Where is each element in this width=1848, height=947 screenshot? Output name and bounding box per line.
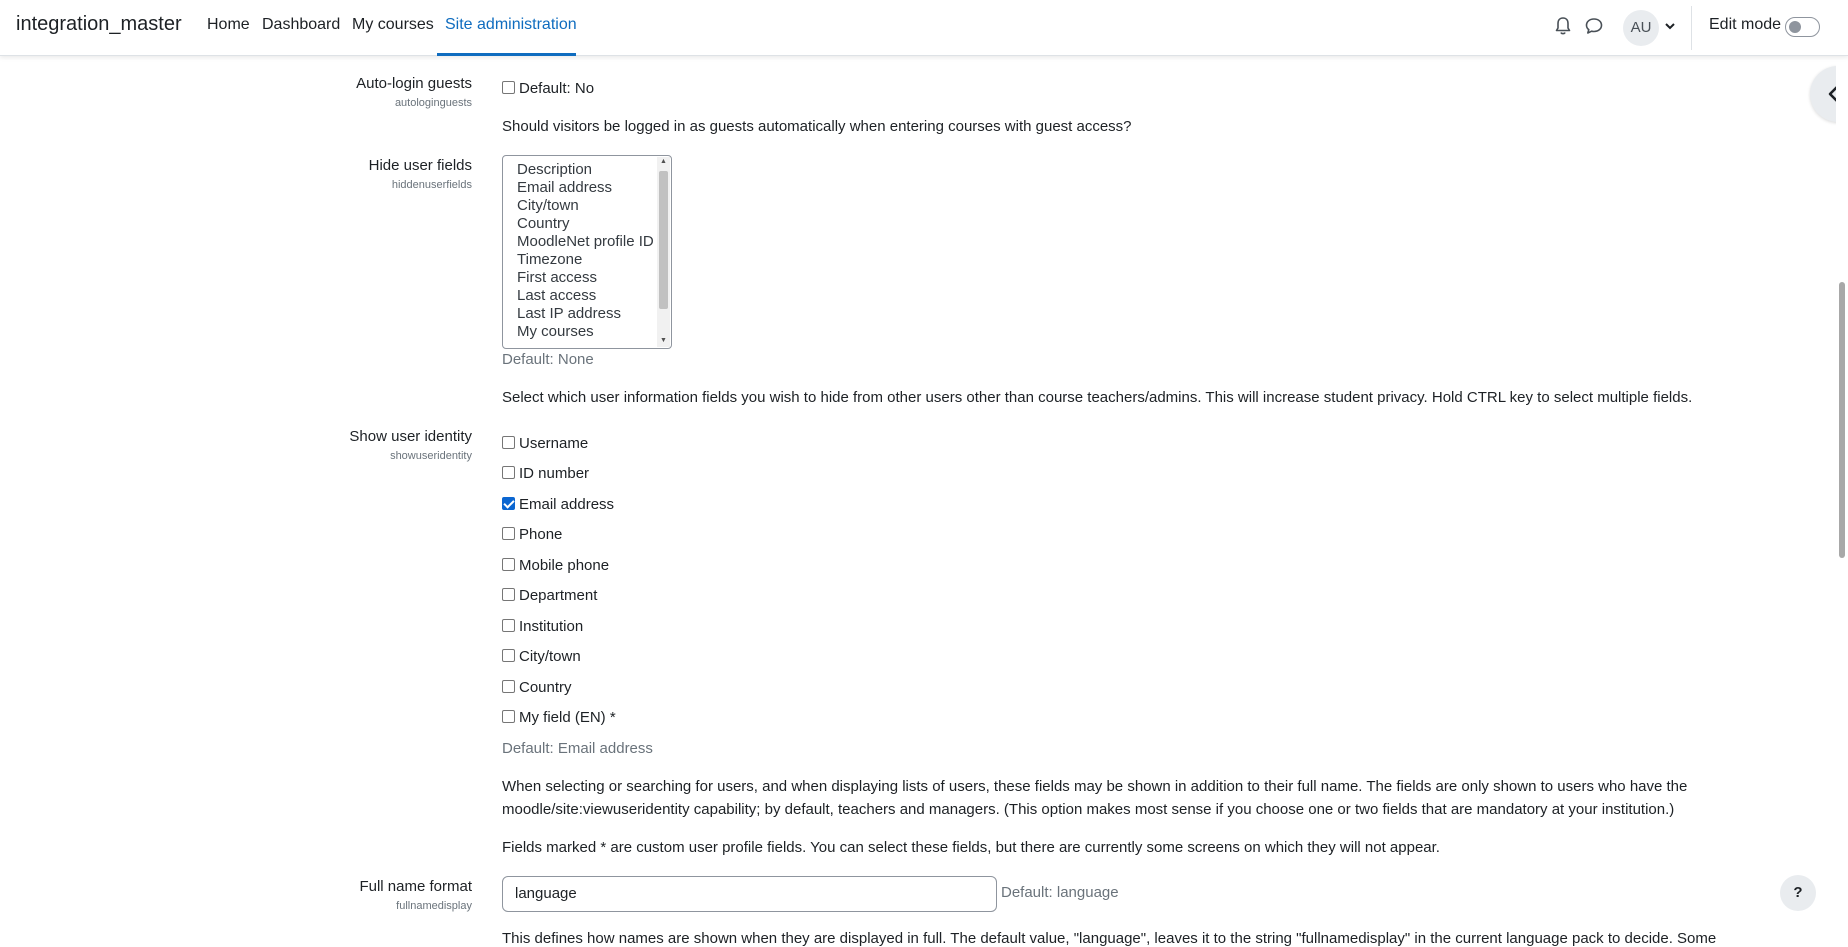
identity-checkbox-phone[interactable] xyxy=(502,527,515,540)
identity-option-label: City/town xyxy=(519,648,581,665)
listbox-option[interactable]: Description xyxy=(517,161,593,178)
page-scrollbar[interactable] xyxy=(1836,56,1848,942)
setting-title-hidden-fields: Hide user fields xyxy=(368,157,472,174)
listbox-option[interactable]: First access xyxy=(517,269,598,286)
listbox-scroll-thumb[interactable] xyxy=(659,171,668,309)
identity-option-label: Mobile phone xyxy=(519,557,610,574)
listbox-option[interactable]: Last IP address xyxy=(517,305,621,322)
fullname-default: Default: language xyxy=(1001,884,1119,901)
edit-mode-toggle[interactable] xyxy=(1785,17,1820,37)
setting-title-fullname: Full name format xyxy=(359,878,472,895)
identity-checkbox-mobile-phone[interactable] xyxy=(502,558,515,571)
identity-checkbox-institution[interactable] xyxy=(502,619,515,632)
toggle-knob xyxy=(1789,21,1801,33)
identity-option-label: ID number xyxy=(519,465,590,482)
identity-option-label: Country xyxy=(519,679,572,696)
listbox-option[interactable]: Email address xyxy=(517,179,613,196)
identity-default: Default: Email address xyxy=(502,740,653,757)
page-scroll-thumb[interactable] xyxy=(1839,282,1845,558)
setting-key-fullname: fullnamedisplay xyxy=(396,900,472,912)
setting-key-hidden-fields: hiddenuserfields xyxy=(391,179,472,191)
chat-icon[interactable] xyxy=(1584,16,1604,36)
identity-option-label: Phone xyxy=(519,526,563,543)
identity-option-label: Institution xyxy=(519,618,584,635)
chevron-down-icon[interactable] xyxy=(1664,20,1676,32)
fullname-format-input[interactable]: language xyxy=(502,876,997,912)
listbox-option[interactable]: Country xyxy=(517,215,570,232)
bell-icon[interactable] xyxy=(1553,16,1573,36)
identity-checkbox-city-town[interactable] xyxy=(502,649,515,662)
setting-key-identity: showuseridentity xyxy=(390,450,472,462)
identity-custom-fields-note: Fields marked * are custom user profile fields. You can select these fields, but there are currently some screens on which they will not appear. xyxy=(502,839,1440,856)
identity-option-label: Department xyxy=(519,587,598,604)
edit-mode-label: Edit mode xyxy=(1709,16,1782,33)
identity-option-label: Email address xyxy=(519,496,615,513)
scroll-down-arrow-icon[interactable]: ▼ xyxy=(660,337,667,344)
autologin-checkbox[interactable] xyxy=(502,81,515,94)
scroll-up-arrow-icon[interactable]: ▲ xyxy=(660,158,667,165)
nav-divider xyxy=(1691,6,1692,50)
active-nav-indicator xyxy=(437,53,576,56)
nav-site-administration[interactable]: Site administration xyxy=(445,16,577,33)
hidden-fields-listbox[interactable] xyxy=(502,155,672,349)
listbox-option[interactable]: MoodleNet profile ID xyxy=(517,233,654,250)
listbox-option[interactable]: City/town xyxy=(517,197,579,214)
identity-checkbox-username[interactable] xyxy=(502,436,515,449)
hidden-fields-description: Select which user information fields you wish to hide from other users other than course teachers/admins. This will increase student privacy. Hold CTRL key to select multiple fields. xyxy=(502,389,1693,406)
user-avatar[interactable]: AU xyxy=(1623,10,1659,46)
identity-checkbox-id-number[interactable] xyxy=(502,466,515,479)
listbox-scrollbar[interactable] xyxy=(657,157,670,347)
identity-checkbox-country[interactable] xyxy=(502,680,515,693)
autologin-description: Should visitors be logged in as guests automatically when entering courses with guest access? xyxy=(502,118,1132,135)
top-navbar xyxy=(0,0,1848,56)
nav-dashboard[interactable]: Dashboard xyxy=(262,16,341,33)
nav-my-courses[interactable]: My courses xyxy=(352,16,434,33)
identity-description-line-2: moodle/site:viewuseridentity capability; by default, teachers and managers. (This option makes most sense if you choose one or two fields that are mandatory at your institution.) xyxy=(502,801,1675,818)
listbox-option[interactable]: Last access xyxy=(517,287,597,304)
identity-checkbox-email[interactable] xyxy=(502,497,515,510)
listbox-option[interactable]: Timezone xyxy=(517,251,583,268)
hidden-fields-default: Default: None xyxy=(502,351,594,368)
identity-option-label: Username xyxy=(519,435,589,452)
setting-title-identity: Show user identity xyxy=(349,428,472,445)
fullname-description: This defines how names are shown when they are displayed in full. The default value, "language", leaves it to the string "fullnamedisplay" in the current language pack to decide. Some xyxy=(502,930,1717,947)
autologin-default: Default: No xyxy=(519,80,595,97)
listbox-option[interactable]: My courses xyxy=(517,323,594,340)
setting-title-autologin: Auto-login guests xyxy=(356,75,472,92)
identity-checkbox-my-field[interactable] xyxy=(502,710,515,723)
identity-description-line-1: When selecting or searching for users, and when displaying lists of users, these fields may be shown in addition to their full name. The fields are only shown to users who have the xyxy=(502,778,1688,795)
help-button[interactable]: ? xyxy=(1780,875,1816,911)
nav-home[interactable]: Home xyxy=(207,16,250,33)
setting-key-autologin: autologinguests xyxy=(394,97,472,109)
site-brand[interactable]: integration_master xyxy=(16,13,182,35)
identity-option-label: My field (EN) * xyxy=(519,709,616,726)
identity-checkbox-department[interactable] xyxy=(502,588,515,601)
